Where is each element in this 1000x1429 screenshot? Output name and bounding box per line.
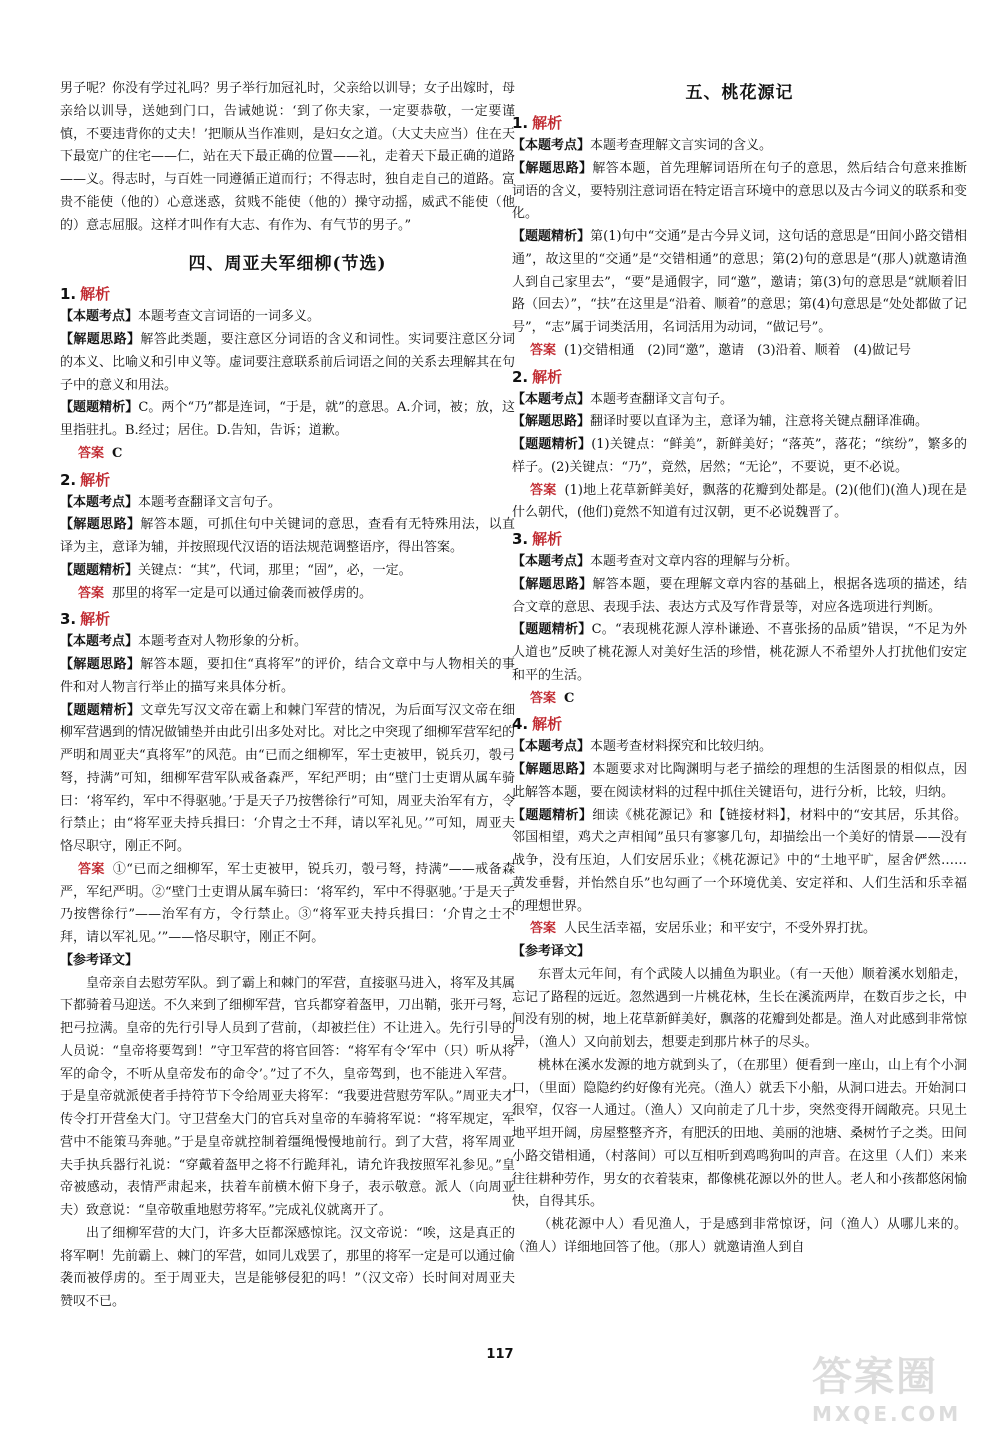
q2-kaodian: 【本题考点】本题考查翻译文言句子。: [512, 391, 734, 407]
q1-jingxi: 【题题精析】第(1)句中“交通”是古今异义词，这句话的意思是“田间小路交错相通”，故这里的“交通”是“交错相通”的意思；第(2)句的意思是“(那人)就邀请渔人到自己家里去”，“要”是通假字，同“邀”，邀请；第(3)句的意思是“就顺着旧路（回去）”，“扶”在这里是“沿着、顺着”的意思；第(4)句意思是“处处都做了记号”，“志”属于词类活用，名词活用为动词，“做记号”。: [512, 229, 967, 335]
question-3-header: 3. 解析: [512, 530, 563, 548]
q3-silu: 【解题思路】解答本题，要在理解文章内容的基础上，根据各选项的描述，结合文章的意思、表现手法、表达方式及写作背景等，对应各选项进行判断。: [512, 576, 967, 615]
q1-silu: 【解题思路】解答此类题，要注意区分词语的含义和词性。实词要注意区分词的本义、比喻义和引申义等。虚词要注意联系前后词语之间的关系去理解其在句子中的意义和用法。: [60, 332, 516, 393]
q2-jingxi: 【题题精析】关键点：“其”，代词，那里；“固”，必，一定。: [60, 562, 412, 578]
watermark-text: 答案圈: [812, 1354, 938, 1400]
page-number: 117: [486, 1347, 514, 1362]
question-1-header: 1. 解析: [512, 114, 563, 132]
yiwen-paragraph: 桃林在溪水发源的地方就到头了，（在那里）便看到一座山，山上有个小洞口，（里面）隐隐约约好像有光亮。（渔人）就丢下小船，从洞口进去。开始洞口很窄，仅容一人通过。（渔人）又向前走了几十步，突然变得开阔敞亮。只见土地平坦开阔，房屋整整齐齐，有肥沃的田地、美丽的池塘、桑树竹子之类。田间小路交错相通，（村落间）可以互相听到鸡鸣狗叫的声音。在这里（人们）来来往往耕种劳作，男女的衣着装束，都像桃花源以外的世人。老人和小孩都悠闲愉快，自得其乐。: [512, 1057, 968, 1210]
q2-answer: 答案 (1)地上花草新鲜美好，飘落的花瓣到处都是。(2)(他们)(渔人)现在是什么朝代，(他们)竟然不知道有过汉朝，更不必说魏晋了。: [512, 482, 967, 521]
yiwen-paragraph: 皇帝亲自去慰劳军队。到了霸上和棘门的军营，直接驱马进入，将军及其属下都骑着马迎送。不久来到了细柳军营，官兵都穿着盔甲，刀出鞘，张开弓弩，把弓拉满。皇帝的先行引导人员到了营前，（却被拦住）不让进入。先行引导的人员说：“皇帝将要驾到！”守卫军营的将官回答：“将军有令‘军中（只）听从将军的命令，不听从皇帝发布的命令’。”过了不久，皇帝驾到，也不能进入军营。于是皇帝就派使者手持符节下令给周亚夫将军：“我要进营慰劳军队。”周亚夫才传令打开营垒大门。守卫营垒大门的官兵对皇帝的车骑将军说：“将军规定，军营中不能策马奔驰。”于是皇帝就控制着缰绳慢慢地前行。到了大营，将军周亚夫手执兵器行礼说：“穿戴着盔甲之将不行跪拜礼，请允许我按照军礼参见。”皇帝被感动，表情严肃起来，扶着车前横木俯下身子，表示敬意。派人（向周亚夫）致意说：“皇帝敬重地慰劳将军。”完成礼仪就离开了。: [60, 975, 516, 1218]
intro-paragraph: 男子呢？你没有学过礼吗？男子举行加冠礼时，父亲给以训导；女子出嫁时，母亲给以训导，送她到门口，告诫她说：‘到了你夫家，一定要恭敬，一定要谨慎，不要违背你的丈夫！’把顺从当作准则，是妇女之道。（大丈夫应当）住在天下最宽广的住宅——仁，站在天下最正确的位置——礼，走着天下最正确的道路——义。得志时，与百姓一同遵循正道而行；不得志时，独自走自己的道路。富贵不能使（他的）心意迷惑，贫贱不能使（他的）操守动摇，威武不能使（他的）意志屈服。这样才叫作有大志、有作为、有气节的男子。”: [60, 81, 516, 233]
q1-silu: 【解题思路】解答本题，首先理解词语所在句子的意思，然后结合句意来推断词语的含义，要特别注意词语在特定语言环境中的意思以及古今词义的联系和变化。: [512, 160, 968, 222]
q3-answer: 答案 ①“已而之细柳军，军士吏被甲，锐兵刃，彀弓弩，持满”——戒备森严，军纪严明。②“壁门士吏谓从属车骑曰：‘将军约，军中不得驱驰。’于是天子乃按辔徐行”——治军有方，令行禁止。③“将军亚夫持兵揖曰：‘介胄之士不拜，请以军礼见。’”——恪尽职守，刚正不阿。: [60, 861, 515, 945]
q1-kaodian: 【本题考点】本题考查理解文言实词的含义。: [512, 138, 773, 153]
q1-answer: 答案 (1)交错相通 (2)同“邀”，邀请 (3)沿着、顺着 (4)做记号: [530, 342, 911, 358]
q3-answer: 答案 C: [530, 690, 575, 706]
question-2-header: 2. 解析: [60, 470, 111, 489]
question-3-header: 3. 解析: [60, 610, 111, 629]
section-title-5: 五、桃花源记: [685, 83, 794, 103]
q3-kaodian: 【本题考点】本题考查对人物形象的分析。: [60, 634, 308, 650]
q4-jingxi: 【题题精析】细读《桃花源记》和【链接材料】，材料中的“安其居，乐其俗。邻国相望，鸡犬之声相闻”虽只有寥寥几句，却描绘出一个美好的情景——没有战争，没有压迫，人们安居乐业；《桃花源记》中的“土地平旷，屋舍俨然……黄发垂髫，并怡然自乐”也勾画了一个环境优美、安定祥和、人们生活和乐幸福的理想世界。: [512, 807, 967, 914]
right-column: [512, 78, 967, 1260]
yiwen-label: 【参考译文】: [60, 952, 139, 968]
q4-kaodian: 【本题考点】本题考查材料探究和比较归纳。: [512, 739, 773, 755]
q2-jingxi: 【题题精析】(1)关键点：“鲜美”，新鲜美好；“落英”，落花；“缤纷”，繁多的样子。(2)关键点：“乃”，竟然，居然；“无论”，不要说，更不必说。: [512, 437, 967, 475]
q4-answer: 答案 人民生活幸福，安居乐业；和平安宁，不受外界打扰。: [530, 921, 877, 937]
q2-kaodian: 【本题考点】本题考查翻译文言句子。: [60, 494, 282, 510]
q1-kaodian: 【本题考点】本题考查文言词语的一词多义。: [60, 309, 321, 325]
q3-jingxi: 【题题精析】文章先写汉文帝在霸上和棘门军营的情况，为后面写汉文帝在细柳军营遇到的情况做铺垫并由此引出多处对比。对比之中突现了细柳军营军纪的严明和周亚夫“真将军”的风范。由“已而之细柳军，军士吏被甲，锐兵刃，彀弓弩，持满”可知，细柳军营军队戒备森严，军纪严明；由“壁门士吏谓从属车骑曰：‘将军约，军中不得驱驰。’于是天子乃按辔徐行”可知，周亚夫治军有方，令行禁止；由“将军亚夫持兵揖曰：‘介胄之士不拜，请以军礼见。’”可知，周亚夫恪尽职守，刚正不阿。: [60, 702, 516, 854]
q3-jingxi: 【题题精析】C。“表现桃花源人淳朴谦逊、不喜张扬的品质”错误，“不足为外人道也”反映了桃花源人对美好生活的珍惜，桃花源人不希望外人打扰他们安定和平的生活。: [512, 622, 967, 683]
yiwen-paragraph: （桃花源中人）看见渔人，于是感到非常惊讶，问（渔人）从哪儿来的。（渔人）详细地回答了他。（那人）就邀请渔人到自: [512, 1217, 967, 1255]
q1-jingxi: 【题题精析】C。两个“乃”都是连词，“于是，就”的意思。A.介词，被；放，这里指驻扎。B.经过；居住。D.告知，告诉；道歉。: [60, 400, 515, 438]
section-title-4: 四、周亚夫军细柳(节选): [188, 254, 387, 275]
q2-silu: 【解题思路】解答本题，可抓住句中关键词的意思，查看有无特殊用法，以直译为主，意译为辅，并按照现代汉语的语法规范调整语序，得出答案。: [60, 517, 515, 555]
question-4-header: 4. 解析: [512, 715, 563, 734]
watermark-logo: [812, 1345, 992, 1425]
question-1-header: 1. 解析: [60, 285, 111, 304]
yiwen-paragraph: 东晋太元年间，有个武陵人以捕鱼为职业。（有一天他）顺着溪水划船走，忘记了路程的远近。忽然遇到一片桃花林，生长在溪流两岸，在数百步之长，中间没有别的树，地上花草新鲜美好，飘落的花瓣到处都是。渔人对此感到非常惊异，（渔人）又向前划去，想要走到那片林子的尽头。: [512, 966, 968, 1050]
q1-answer: 答案 C: [78, 445, 123, 461]
yiwen-paragraph: 出了细柳军营的大门，许多大臣都深感惊诧。汉文帝说：“唉，这是真正的将军啊！先前霸上、棘门的军营，如同儿戏罢了，那里的将军一定是可以通过偷袭而被俘虏的。至于周亚夫，岂是能够侵犯的吗！”（汉文帝）长时间对周亚夫赞叹不已。: [60, 1225, 516, 1309]
q3-silu: 【解题思路】解答本题，要扣住“真将军”的评价，结合文章中与人物相关的事件和对人物言行举止的描写来具体分析。: [60, 657, 515, 695]
left-column: [60, 78, 515, 1314]
q3-kaodian: 【本题考点】本题考查对文章内容的理解与分析。: [512, 554, 799, 569]
q2-answer: 答案 那里的将军一定是可以通过偷袭而被俘虏的。: [78, 585, 373, 601]
q4-silu: 【解题思路】本题要求对比陶渊明与老子描绘的理想的生活图景的相似点，因此解答本题，要在阅读材料的过程中抓住关键语句，进行分析，比较，归纳。: [512, 762, 967, 800]
q2-silu: 【解题思路】翻译时要以直译为主，意译为辅，注意将关键点翻译准确。: [512, 414, 929, 430]
watermark-url: MXQE.COM: [812, 1402, 962, 1426]
question-2-header: 2. 解析: [512, 367, 563, 386]
yiwen-label: 【参考译文】: [512, 944, 591, 959]
